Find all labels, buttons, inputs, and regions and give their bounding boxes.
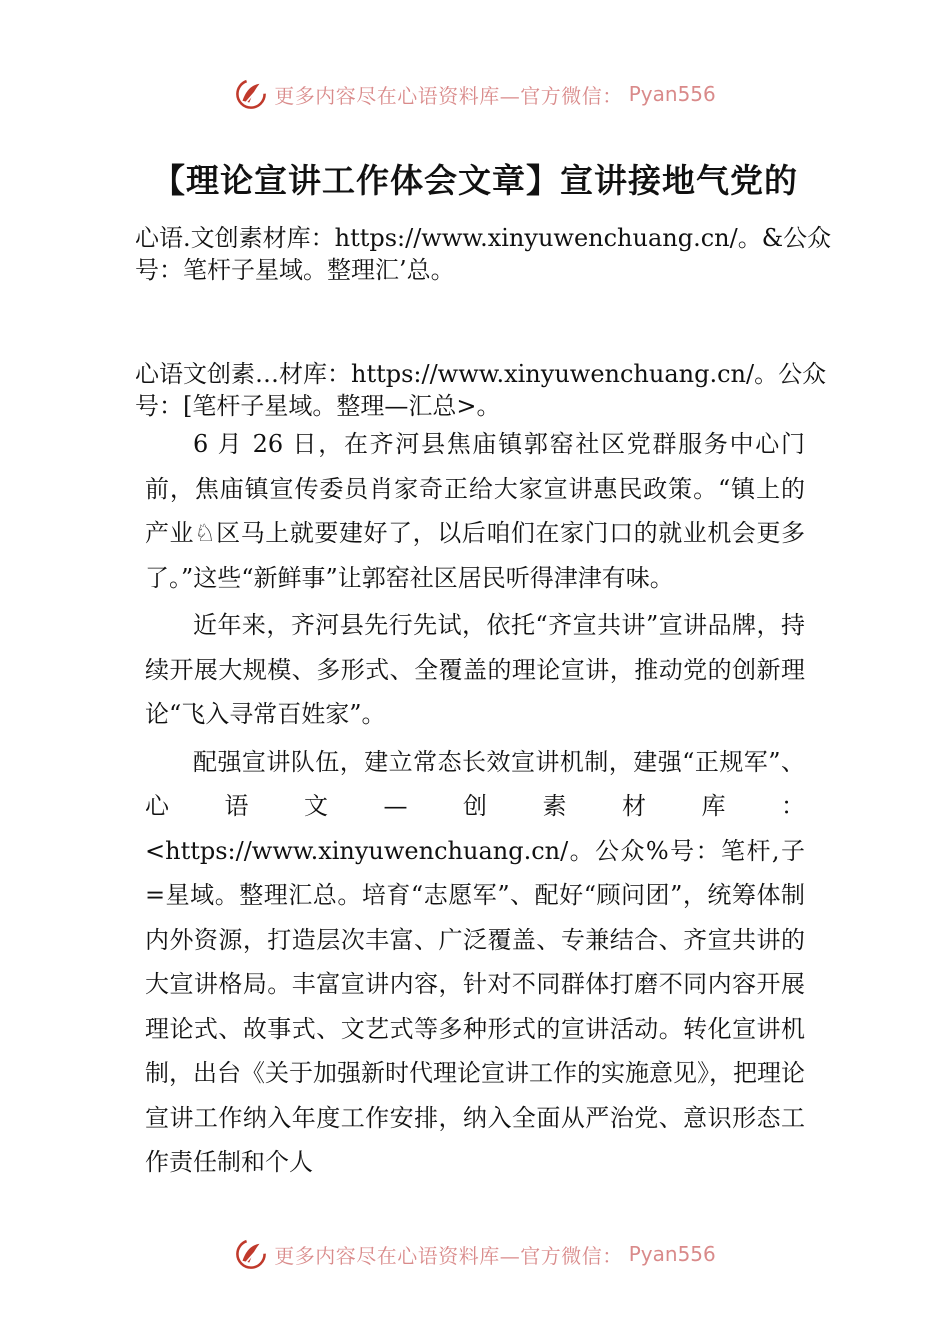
banner-wechat-id: Pyan556 [628, 82, 716, 106]
article-body [145, 422, 805, 1185]
document-title: 【理论宣讲工作体会文章】宣讲接地气党的 [152, 161, 798, 200]
article-paragraph: 近年来，齐河县先行先试，依托“齐宣共讲”宣讲品牌，持续开展大规模、多形式、全覆盖的理论宣讲，推动党的创新理论“飞入寻常百姓家”。 [145, 611, 805, 728]
article-paragraph: 6 月 26 日，在齐河县焦庙镇郭窑社区党群服务中心门前，焦庙镇宣传委员肖家奇正给大家宣讲惠民政策。“镇上的产业♘区马上就要建好了，以后咱们在家门口的就业机会更多了。”这些“新鲜事”让郭窑社区居民听得津津有味。 [145, 430, 805, 592]
banner-text: 更多内容尽在心语资料库—官方微信： [274, 1243, 623, 1268]
source-note: 心语.文创素材库：https://www.xinyuwenchuang.cn/。&公众号：笔杆子星域。整理汇’总。 [135, 224, 832, 284]
xinyu-logo-icon [234, 1237, 268, 1271]
banner-text: 更多内容尽在心语资料库—官方微信： [274, 83, 623, 108]
banner-wechat-id: Pyan556 [628, 1242, 716, 1266]
footer-banner [0, 1232, 950, 1276]
xinyu-logo-icon [234, 77, 268, 111]
source-note: 心语文创素…材库：https://www.xinyuwenchuang.cn/。公众号：[笔杆子星域。整理—汇总>。 [135, 360, 827, 420]
article-paragraph: 配强宣讲队伍，建立常态长效宣讲机制，建强“正规军”、心语文—创素材库：<https://www.xinyuwenchuang.cn/。公众%号：笔杆,子=星域。整理汇总。培育“志愿军”、配好“顾问团”，统筹体制内外资源，打造层次丰富、广泛覆盖、专兼结合、齐宣共讲的大宣讲格局。丰富宣讲内容，针对不同群体打磨不同内容开展理论式、故事式、文艺式等多种形式的宣讲活动。转化宣讲机制，出台《关于加强新时代理论宣讲工作的实施意见》，把理论宣讲工作纳入年度工作安排，纳入全面从严治党、意识形态工作责任制和个人 [145, 747, 805, 1176]
header-banner [0, 72, 950, 116]
